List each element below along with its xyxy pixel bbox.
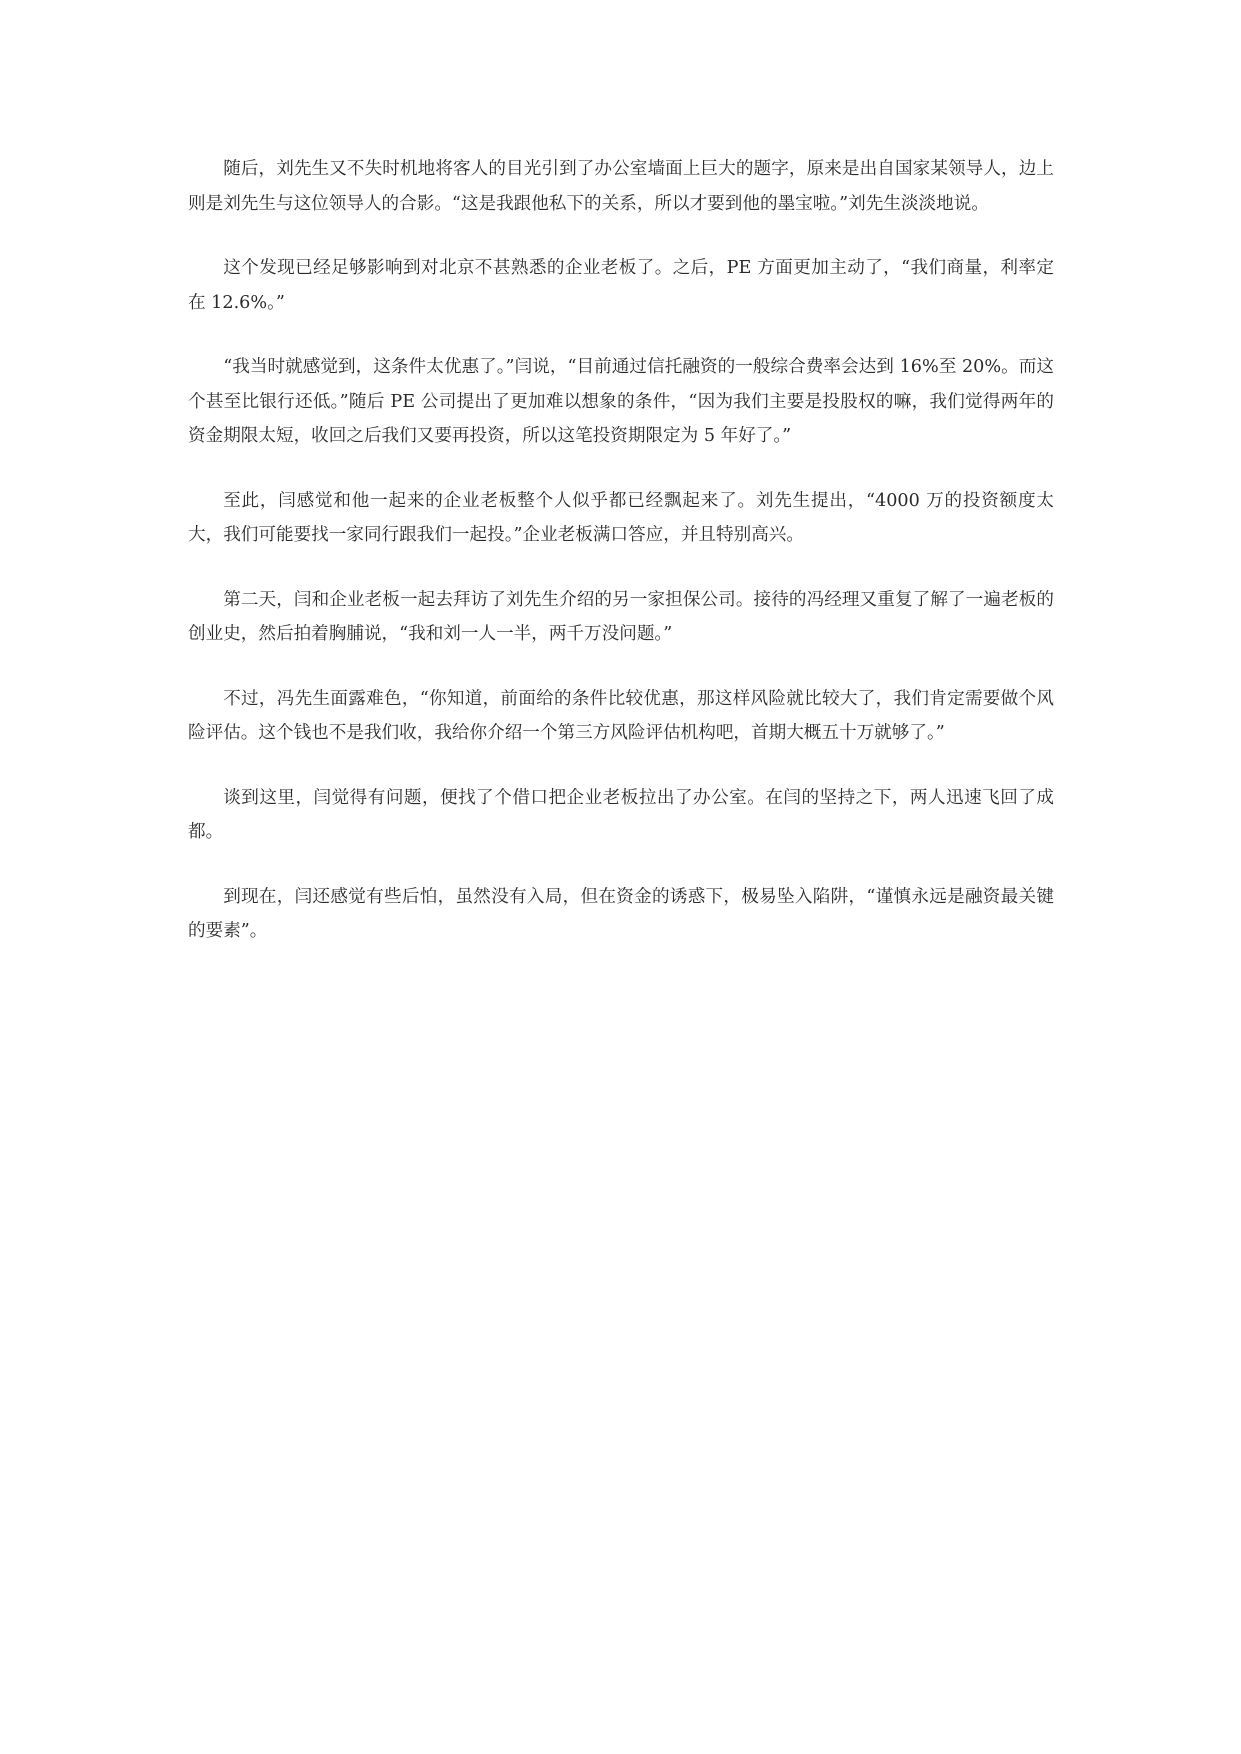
article-body [188,152,1054,949]
paragraph-1: 随后，刘先生又不失时机地将客人的目光引到了办公室墙面上巨大的题字，原来是出自国家某领导人，边上则是刘先生与这位领导人的合影。“这是我跟他私下的关系，所以才要到他的墨宝啦。”刘先生淡淡地说。 [188,159,1054,214]
paragraph-8: 到现在，闫还感觉有些后怕，虽然没有入局，但在资金的诱惑下，极易坠入陷阱，“谨慎永远是融资最关键的要素”。 [188,886,1054,941]
paragraph-6: 不过，冯先生面露难色，“你知道，前面给的条件比较优惠，那这样风险就比较大了，我们肯定需要做个风险评估。这个钱也不是我们收，我给你介绍一个第三方风险评估机构吧，首期大概五十万就够了。” [188,688,1054,743]
paragraph-2: 这个发现已经足够影响到对北京不甚熟悉的企业老板了。之后，PE 方面更加主动了，“我们商量，利率定在 12.6%。” [188,258,1054,313]
paragraph-4: 至此，闫感觉和他一起来的企业老板整个人似乎都已经飘起来了。刘先生提出，“4000 万的投资额度太大，我们可能要找一家同行跟我们一起投。”企业老板满口答应，并且特别高兴。 [188,490,1054,545]
paragraph-3: “我当时就感觉到，这条件太优惠了。”闫说，“目前通过信托融资的一般综合费率会达到 16%至 20%。而这个甚至比银行还低。”随后 PE 公司提出了更加难以想象的条件，“因为我们主要是投股权的嘛，我们觉得两年的资金期限太短，收回之后我们又要再投资，所以这笔投资期限定为 5 年好了。” [188,357,1054,446]
paragraph-5: 第二天，闫和企业老板一起去拜访了刘先生介绍的另一家担保公司。接待的冯经理又重复了解了一遍老板的创业史，然后拍着胸脯说，“我和刘一人一半，两千万没问题。” [188,589,1054,644]
paragraph-7: 谈到这里，闫觉得有问题，便找了个借口把企业老板拉出了办公室。在闫的坚持之下，两人迅速飞回了成都。 [188,787,1054,842]
